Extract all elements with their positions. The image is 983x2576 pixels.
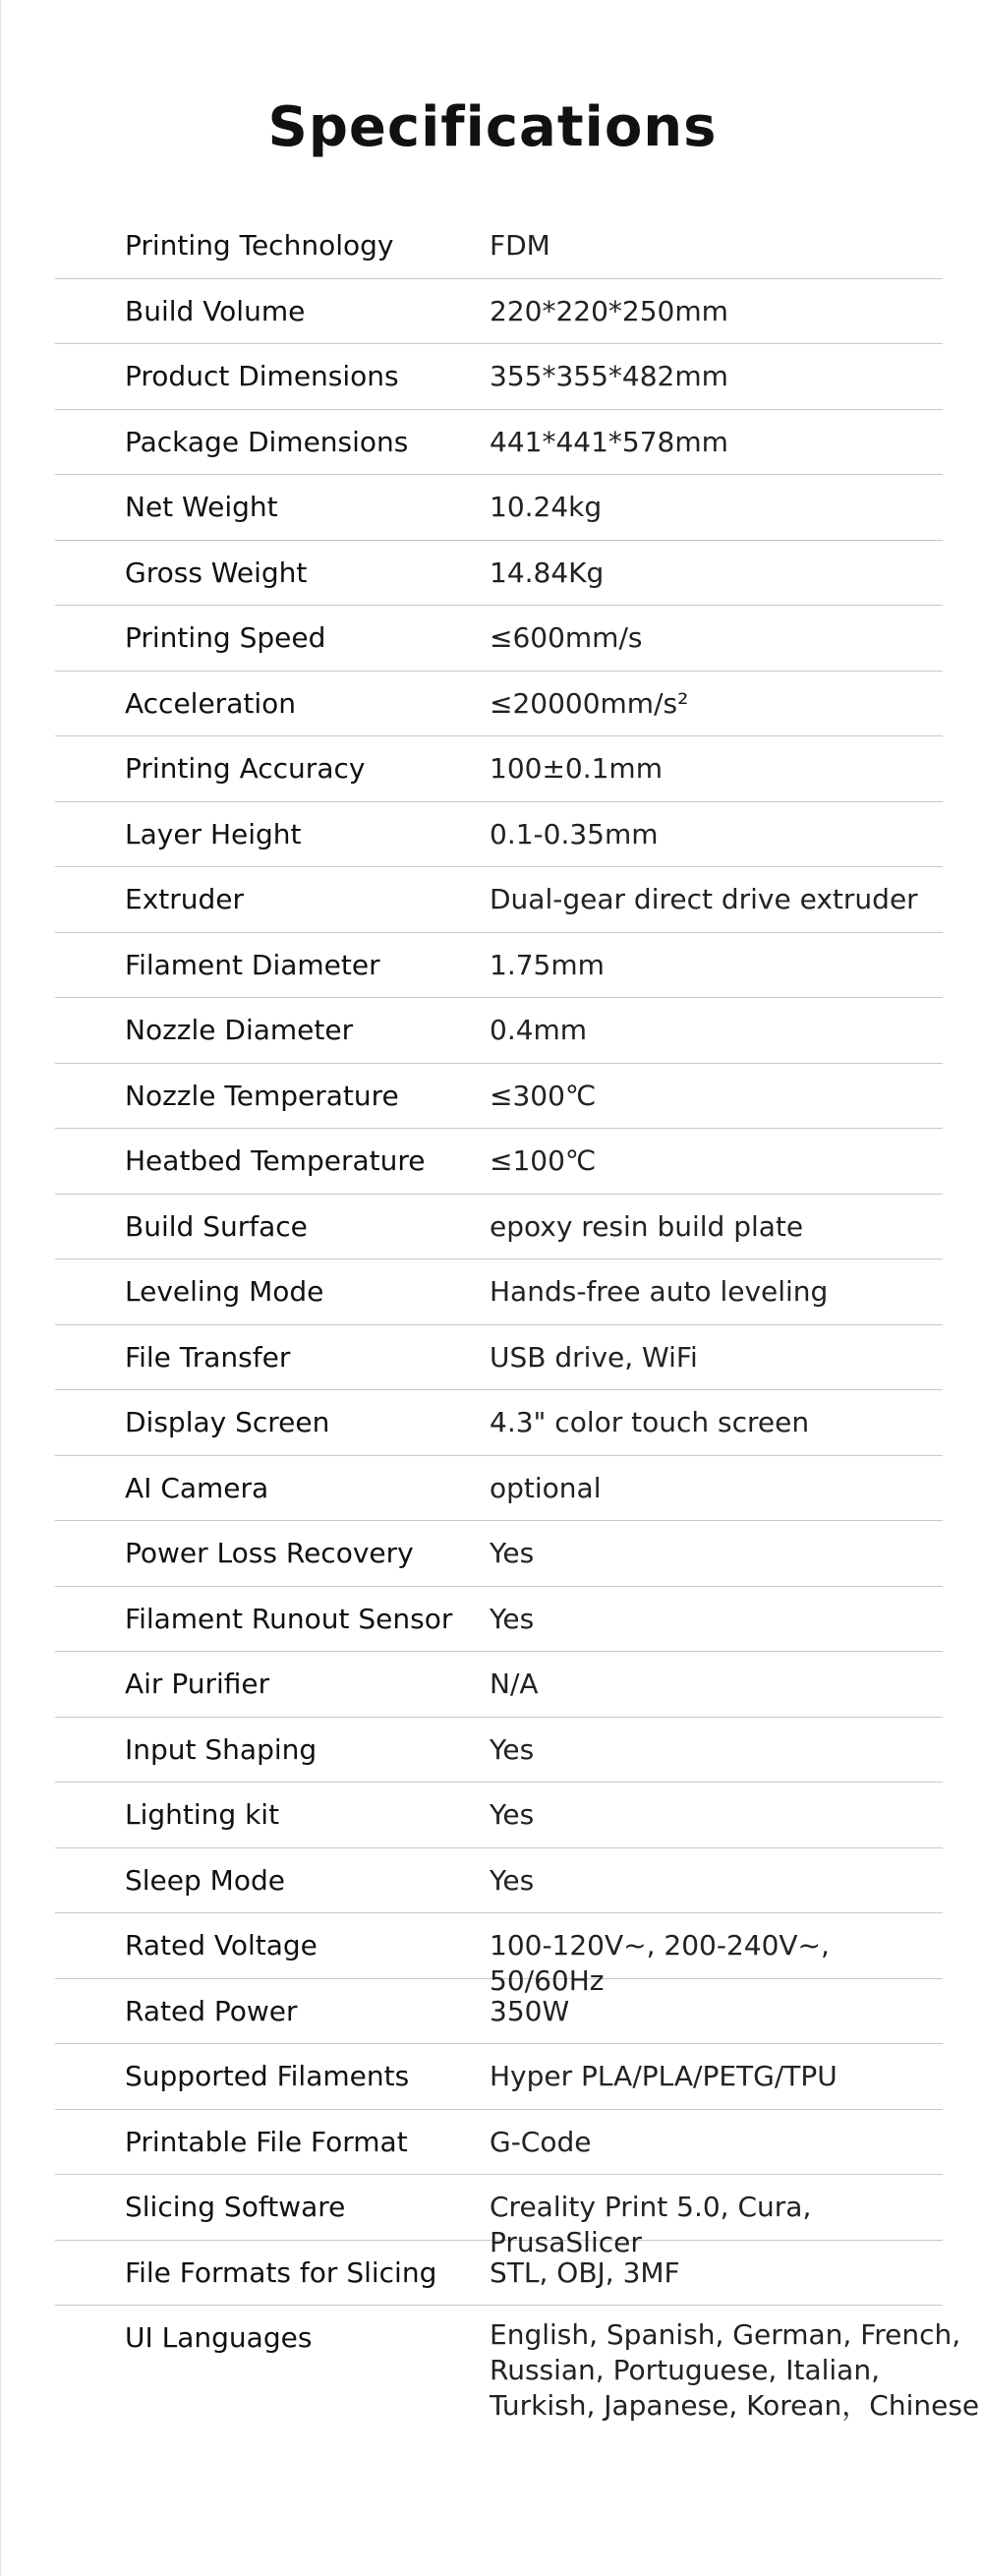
spec-label: Filament Runout Sensor: [125, 1602, 453, 1635]
spec-row: [55, 213, 943, 279]
spec-value: Yes: [490, 1602, 535, 1635]
spec-row: [55, 2175, 943, 2259]
spec-value: epoxy resin build plate: [490, 1209, 804, 1243]
spec-row: [55, 736, 943, 802]
spec-row: [55, 1259, 943, 1325]
spec-row-ui-languages: [55, 2306, 980, 2443]
spec-row: [55, 1652, 943, 1718]
spec-label: Layer Height: [125, 817, 302, 850]
spec-row: [55, 933, 943, 999]
spec-value: ≤100℃: [490, 1144, 597, 1177]
spec-row: [55, 1718, 943, 1784]
ui-language-line: English, Spanish, German, French,: [490, 2318, 961, 2351]
spec-table: [55, 213, 980, 2443]
spec-label: UI Languages: [125, 2321, 313, 2354]
spec-value: Creality Print 5.0, Cura, PrusaSlicer: [490, 2191, 812, 2259]
spec-label: Build Volume: [125, 294, 306, 327]
spec-value: 100±0.1mm: [490, 752, 663, 785]
spec-value: Yes: [490, 1863, 535, 1897]
spec-value: USB drive, WiFi: [490, 1340, 698, 1374]
spec-row: [55, 279, 943, 345]
spec-label: Acceleration: [125, 686, 296, 720]
spec-value: 10.24kg: [490, 491, 603, 523]
spec-value: STL, OBJ, 3MF: [490, 2255, 680, 2289]
spec-row: [55, 1064, 943, 1130]
spec-value: [490, 2317, 980, 2424]
spec-label: File Formats for Slicing: [125, 2255, 437, 2289]
spec-label: Slicing Software: [125, 2191, 346, 2223]
spec-label: Product Dimensions: [125, 360, 399, 392]
spec-label: Printing Technology: [125, 229, 394, 262]
spec-label: Printing Accuracy: [125, 752, 366, 785]
spec-row: [55, 1195, 943, 1260]
spec-value: 355*355*482mm: [490, 360, 728, 392]
spec-value: 4.3" color touch screen: [490, 1406, 810, 1438]
spec-value: optional: [490, 1471, 602, 1504]
page-title: Specifications: [267, 95, 718, 159]
spec-label: Build Surface: [125, 1209, 308, 1243]
spec-row: [55, 344, 943, 410]
spec-value: 0.4mm: [490, 1014, 588, 1046]
spec-value: Hands-free auto leveling: [490, 1275, 829, 1308]
spec-label: Supported Filaments: [125, 2060, 410, 2092]
spec-value: 0.1-0.35mm: [490, 817, 659, 850]
spec-row: [55, 1979, 943, 2045]
spec-row: [55, 867, 943, 933]
spec-value: ≤300℃: [490, 1079, 597, 1112]
spec-label: Air Purifier: [125, 1668, 270, 1700]
spec-label: Net Weight: [125, 491, 278, 523]
spec-label: Printable File Format: [125, 2125, 408, 2158]
spec-value: ≤600mm/s: [490, 621, 643, 654]
spec-row: [55, 606, 943, 672]
spec-label: Printing Speed: [125, 621, 326, 654]
spec-row: [55, 802, 943, 868]
spec-row: [55, 2044, 943, 2110]
spec-label: Display Screen: [125, 1406, 330, 1438]
ui-language-line: Turkish, Japanese, Korean，Chinese: [490, 2389, 980, 2422]
spec-row: [55, 1390, 943, 1456]
spec-row: [55, 1783, 943, 1848]
spec-label: Rated Power: [125, 1994, 298, 2027]
spec-value: Yes: [490, 1537, 535, 1569]
spec-row: [55, 1325, 943, 1391]
spec-row: [55, 1521, 943, 1587]
spec-value: Yes: [490, 1798, 535, 1831]
spec-label: Leveling Mode: [125, 1275, 324, 1308]
spec-label: Nozzle Diameter: [125, 1014, 354, 1046]
spec-value: 1.75mm: [490, 948, 605, 981]
spec-row: [55, 2110, 943, 2176]
spec-value: Dual-gear direct drive extruder: [490, 883, 918, 915]
spec-row: [55, 672, 943, 737]
spec-label: Input Shaping: [125, 1732, 318, 1766]
spec-value: 441*441*578mm: [490, 425, 728, 458]
spec-row: [55, 2241, 943, 2307]
spec-row: [55, 1913, 943, 1998]
spec-value: 100-120V~, 200-240V~, 50/60Hz: [490, 1929, 830, 1998]
spec-label: Power Loss Recovery: [125, 1537, 414, 1569]
ui-language-line: Russian, Portuguese, Italian,: [490, 2354, 880, 2386]
spec-label: Gross Weight: [125, 556, 308, 589]
spec-label: Sleep Mode: [125, 1863, 285, 1897]
spec-value: Yes: [490, 1732, 535, 1766]
spec-row: [55, 1848, 943, 1914]
spec-row: [55, 1456, 943, 1522]
spec-row: [55, 541, 943, 607]
spec-value: FDM: [490, 229, 550, 262]
spec-value: 220*220*250mm: [490, 294, 728, 327]
spec-row: [55, 475, 943, 541]
spec-value: Hyper PLA/PLA/PETG/TPU: [490, 2060, 838, 2092]
spec-label: AI Camera: [125, 1471, 269, 1504]
spec-label: Rated Voltage: [125, 1929, 318, 1961]
spec-label: File Transfer: [125, 1340, 291, 1374]
spec-row: [55, 1129, 943, 1195]
spec-label: Lighting kit: [125, 1798, 280, 1831]
spec-value: N/A: [490, 1668, 539, 1700]
spec-label: Filament Diameter: [125, 948, 380, 981]
spec-label: Package Dimensions: [125, 425, 409, 458]
spec-value: ≤20000mm/s²: [490, 686, 689, 720]
spec-row: [55, 410, 943, 476]
spec-value: 350W: [490, 1994, 570, 2027]
spec-value: G-Code: [490, 2125, 592, 2158]
spec-label: Heatbed Temperature: [125, 1144, 426, 1177]
spec-row: [55, 1587, 943, 1653]
spec-label: Nozzle Temperature: [125, 1079, 399, 1112]
spec-row: [55, 998, 943, 1064]
spec-value: 14.84Kg: [490, 556, 605, 589]
spec-label: Extruder: [125, 883, 245, 915]
